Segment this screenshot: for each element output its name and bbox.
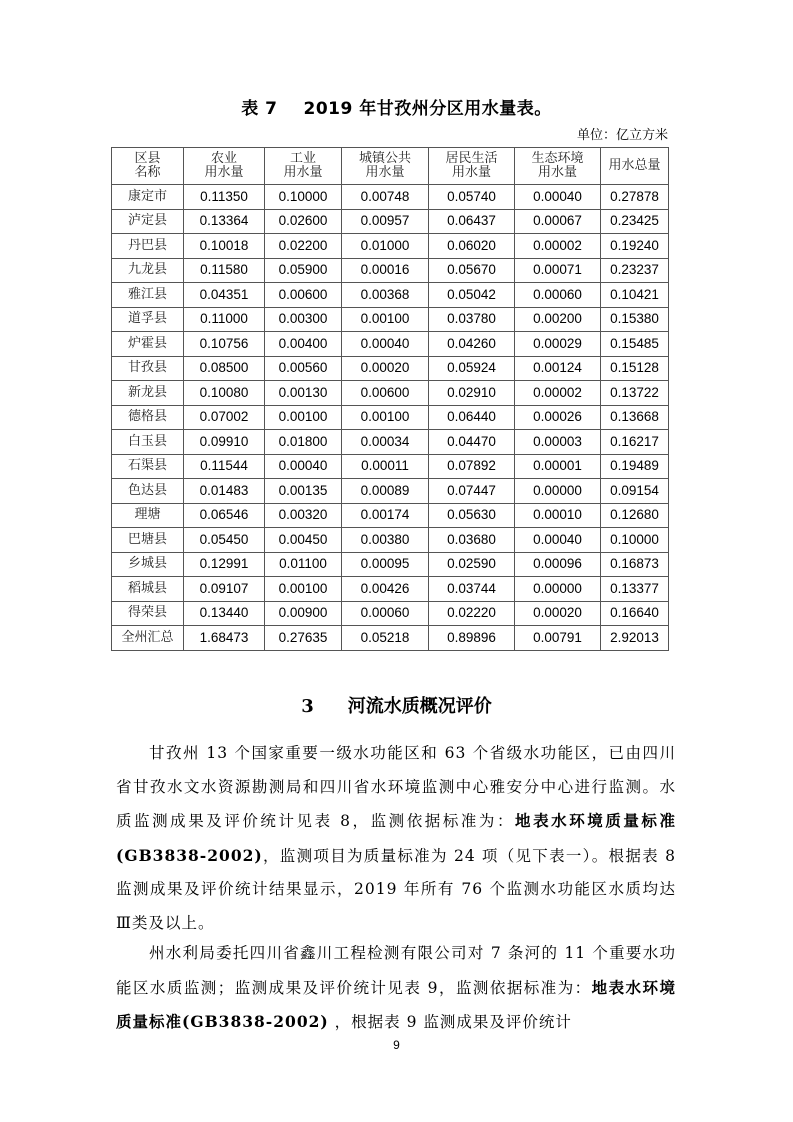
value-cell: 0.05924: [429, 356, 515, 381]
county-name-cell: 泸定县: [112, 209, 184, 234]
value-cell: 0.01800: [265, 430, 342, 455]
value-cell: 0.00560: [265, 356, 342, 381]
table-row: [112, 283, 669, 308]
value-cell: 0.00034: [342, 430, 429, 455]
column-header-line-1: 居民生活: [445, 151, 498, 166]
value-cell: 0.00124: [515, 356, 601, 381]
column-header-line-1: 工业: [289, 151, 316, 166]
value-cell: 2.92013: [601, 626, 669, 651]
county-name-cell: 色达县: [112, 479, 184, 504]
value-cell: 0.09910: [184, 430, 265, 455]
value-cell: 0.00029: [515, 332, 601, 357]
value-cell: 0.04470: [429, 430, 515, 455]
table-row: [112, 185, 669, 210]
value-cell: 0.01100: [265, 552, 342, 577]
value-cell: 0.00089: [342, 479, 429, 504]
standard-name-bold: 地表水环境质量标准(GB3838-2002): [116, 811, 676, 865]
table-row: [112, 430, 669, 455]
value-cell: 0.00040: [342, 332, 429, 357]
column-header-line-1: 用水总量: [608, 158, 661, 173]
section-number: 3: [301, 696, 314, 717]
value-cell: 0.00040: [265, 454, 342, 479]
table-row: [112, 503, 669, 528]
value-cell: 0.05218: [342, 626, 429, 651]
value-cell: 0.11350: [184, 185, 265, 210]
value-cell: 0.02590: [429, 552, 515, 577]
value-cell: 0.89896: [429, 626, 515, 651]
paragraph-2: [116, 937, 676, 1040]
value-cell: 0.00026: [515, 405, 601, 430]
table-row: [112, 332, 669, 357]
value-cell: 0.03680: [429, 528, 515, 553]
county-name-cell: 雅江县: [112, 283, 184, 308]
county-name-cell: 白玉县: [112, 430, 184, 455]
value-cell: 0.19240: [601, 234, 669, 259]
value-cell: 0.03780: [429, 307, 515, 332]
value-cell: 0.02910: [429, 381, 515, 406]
value-cell: 0.00300: [265, 307, 342, 332]
value-cell: 0.11544: [184, 454, 265, 479]
table-row: [112, 528, 669, 553]
value-cell: 0.02220: [429, 601, 515, 626]
value-cell: 0.00200: [515, 307, 601, 332]
value-cell: 0.00748: [342, 185, 429, 210]
value-cell: 0.00100: [265, 577, 342, 602]
value-cell: 0.00060: [515, 283, 601, 308]
value-cell: 0.05630: [429, 503, 515, 528]
value-cell: 0.05670: [429, 258, 515, 283]
value-cell: 0.06437: [429, 209, 515, 234]
county-name-cell: 石渠县: [112, 454, 184, 479]
value-cell: 0.00000: [515, 479, 601, 504]
county-name-cell: 新龙县: [112, 381, 184, 406]
value-cell: 0.07002: [184, 405, 265, 430]
table-unit: 单位：亿立方米: [576, 128, 668, 143]
value-cell: 0.02200: [265, 234, 342, 259]
column-header: [265, 148, 342, 185]
value-cell: 0.03744: [429, 577, 515, 602]
value-cell: 0.00600: [265, 283, 342, 308]
table-header-row: [112, 148, 669, 185]
value-cell: 0.00040: [515, 185, 601, 210]
value-cell: 0.09107: [184, 577, 265, 602]
value-cell: 0.00135: [265, 479, 342, 504]
value-cell: 0.13440: [184, 601, 265, 626]
value-cell: 0.00400: [265, 332, 342, 357]
table-caption-label: 表 7: [241, 99, 278, 119]
value-cell: 0.00010: [515, 503, 601, 528]
county-name-cell: 九龙县: [112, 258, 184, 283]
value-cell: 0.10080: [184, 381, 265, 406]
value-cell: 0.00130: [265, 381, 342, 406]
value-cell: 0.11580: [184, 258, 265, 283]
value-cell: 0.05450: [184, 528, 265, 553]
value-cell: 0.05740: [429, 185, 515, 210]
paragraph-1-text-a: 甘孜州 13 个国家重要一级水功能区和 63 个省级水功能区，已由四川省甘孜水文水资源勘测局和四川省水环境监测中心雅安分中心进行监测。水质监测成果及评价统计见表 8，监测依据标准为：: [116, 744, 676, 830]
value-cell: 0.00096: [515, 552, 601, 577]
column-header-line-1: 生态环境: [531, 151, 584, 166]
value-cell: 0.13364: [184, 209, 265, 234]
value-cell: 0.00071: [515, 258, 601, 283]
value-cell: 0.06020: [429, 234, 515, 259]
column-header: [429, 148, 515, 185]
value-cell: 0.04351: [184, 283, 265, 308]
value-cell: 0.13377: [601, 577, 669, 602]
table-row: [112, 405, 669, 430]
value-cell: 0.00020: [342, 356, 429, 381]
table-total-row: [112, 626, 669, 651]
value-cell: 0.00174: [342, 503, 429, 528]
value-cell: 0.10756: [184, 332, 265, 357]
table-row: [112, 454, 669, 479]
value-cell: 0.27635: [265, 626, 342, 651]
value-cell: 0.16873: [601, 552, 669, 577]
table-row: [112, 234, 669, 259]
value-cell: 0.00100: [265, 405, 342, 430]
county-name-cell: 丹巴县: [112, 234, 184, 259]
table-row: [112, 209, 669, 234]
value-cell: 0.19489: [601, 454, 669, 479]
value-cell: 0.05042: [429, 283, 515, 308]
value-cell: 0.13668: [601, 405, 669, 430]
value-cell: 0.15485: [601, 332, 669, 357]
value-cell: 0.00368: [342, 283, 429, 308]
value-cell: 0.00011: [342, 454, 429, 479]
value-cell: 0.06546: [184, 503, 265, 528]
standard-name-bold: 地表水环境质量标准(GB3838-2002): [116, 977, 676, 1031]
table-row: [112, 258, 669, 283]
paragraph-2-text-a: 州水利局委托四川省鑫川工程检测有限公司对 7 条河的 11 个重要水功能区水质监测；监测成果及评价统计见表 9，监测依据标准为：: [116, 944, 676, 997]
column-header-line-2: 用水量: [283, 165, 323, 180]
column-header-line-2: 用水量: [451, 165, 491, 180]
value-cell: 0.16217: [601, 430, 669, 455]
table-caption: [0, 94, 793, 119]
value-cell: 0.16640: [601, 601, 669, 626]
value-cell: 0.13722: [601, 381, 669, 406]
county-name-cell: 理塘: [112, 503, 184, 528]
paragraph-2-text-b: ，根据表 9 监测成果及评价统计: [328, 1013, 572, 1031]
county-name-cell: 全州汇总: [112, 626, 184, 651]
value-cell: 0.00380: [342, 528, 429, 553]
value-cell: 0.06440: [429, 405, 515, 430]
value-cell: 0.00900: [265, 601, 342, 626]
column-header: [112, 148, 184, 185]
value-cell: 0.00100: [342, 405, 429, 430]
value-cell: 0.04260: [429, 332, 515, 357]
value-cell: 0.00100: [342, 307, 429, 332]
value-cell: 1.68473: [184, 626, 265, 651]
column-header: [601, 148, 669, 185]
value-cell: 0.00067: [515, 209, 601, 234]
value-cell: 0.10421: [601, 283, 669, 308]
table-row: [112, 552, 669, 577]
value-cell: 0.23237: [601, 258, 669, 283]
paragraph-1: [116, 737, 676, 940]
value-cell: 0.12680: [601, 503, 669, 528]
column-header: [515, 148, 601, 185]
column-header: [184, 148, 265, 185]
county-name-cell: 道孚县: [112, 307, 184, 332]
value-cell: 0.02600: [265, 209, 342, 234]
value-cell: 0.00426: [342, 577, 429, 602]
value-cell: 0.00003: [515, 430, 601, 455]
county-name-cell: 甘孜县: [112, 356, 184, 381]
column-header-line-2: 用水量: [365, 165, 405, 180]
column-header-line-1: 城镇公共: [358, 151, 411, 166]
water-usage-table: [111, 147, 669, 651]
value-cell: 0.00791: [515, 626, 601, 651]
value-cell: 0.00600: [342, 381, 429, 406]
value-cell: 0.11000: [184, 307, 265, 332]
county-name-cell: 得荣县: [112, 601, 184, 626]
table-row: [112, 479, 669, 504]
value-cell: 0.05900: [265, 258, 342, 283]
value-cell: 0.00020: [515, 601, 601, 626]
paragraph-1-text-b: ，监测项目为质量标准为 24 项（见下表一）。根据表 8 监测成果及评价统计结果显示，2019 年所有 76 个监测水功能区水质均达Ⅲ类及以上。: [116, 846, 676, 932]
column-header-line-1: 区县: [134, 151, 161, 166]
column-header-line-2: 用水量: [204, 165, 244, 180]
county-name-cell: 巴塘县: [112, 528, 184, 553]
value-cell: 0.01000: [342, 234, 429, 259]
value-cell: 0.10000: [265, 185, 342, 210]
value-cell: 0.00002: [515, 234, 601, 259]
value-cell: 0.09154: [601, 479, 669, 504]
value-cell: 0.12991: [184, 552, 265, 577]
value-cell: 0.27878: [601, 185, 669, 210]
value-cell: 0.00000: [515, 577, 601, 602]
table-row: [112, 601, 669, 626]
value-cell: 0.00060: [342, 601, 429, 626]
county-name-cell: 康定市: [112, 185, 184, 210]
column-header-line-2: 名称: [134, 165, 161, 180]
value-cell: 0.07892: [429, 454, 515, 479]
county-name-cell: 炉霍县: [112, 332, 184, 357]
value-cell: 0.15128: [601, 356, 669, 381]
value-cell: 0.08500: [184, 356, 265, 381]
page-number: 9: [393, 1038, 400, 1052]
county-name-cell: 乡城县: [112, 552, 184, 577]
value-cell: 0.10000: [601, 528, 669, 553]
value-cell: 0.00016: [342, 258, 429, 283]
value-cell: 0.10018: [184, 234, 265, 259]
value-cell: 0.00320: [265, 503, 342, 528]
county-name-cell: 德格县: [112, 405, 184, 430]
value-cell: 0.00450: [265, 528, 342, 553]
table-caption-text: 2019 年甘孜州分区用水量表。: [303, 99, 552, 119]
table-row: [112, 577, 669, 602]
value-cell: 0.07447: [429, 479, 515, 504]
value-cell: 0.00002: [515, 381, 601, 406]
value-cell: 0.23425: [601, 209, 669, 234]
value-cell: 0.00001: [515, 454, 601, 479]
value-cell: 0.01483: [184, 479, 265, 504]
table-row: [112, 307, 669, 332]
value-cell: 0.15380: [601, 307, 669, 332]
column-header: [342, 148, 429, 185]
section-heading: [0, 692, 793, 718]
column-header-line-1: 农业: [210, 151, 237, 166]
table-row: [112, 381, 669, 406]
section-title: 河流水质概况评价: [347, 696, 492, 717]
value-cell: 0.00095: [342, 552, 429, 577]
value-cell: 0.00957: [342, 209, 429, 234]
county-name-cell: 稻城县: [112, 577, 184, 602]
table-row: [112, 356, 669, 381]
value-cell: 0.00040: [515, 528, 601, 553]
column-header-line-2: 用水量: [537, 165, 577, 180]
